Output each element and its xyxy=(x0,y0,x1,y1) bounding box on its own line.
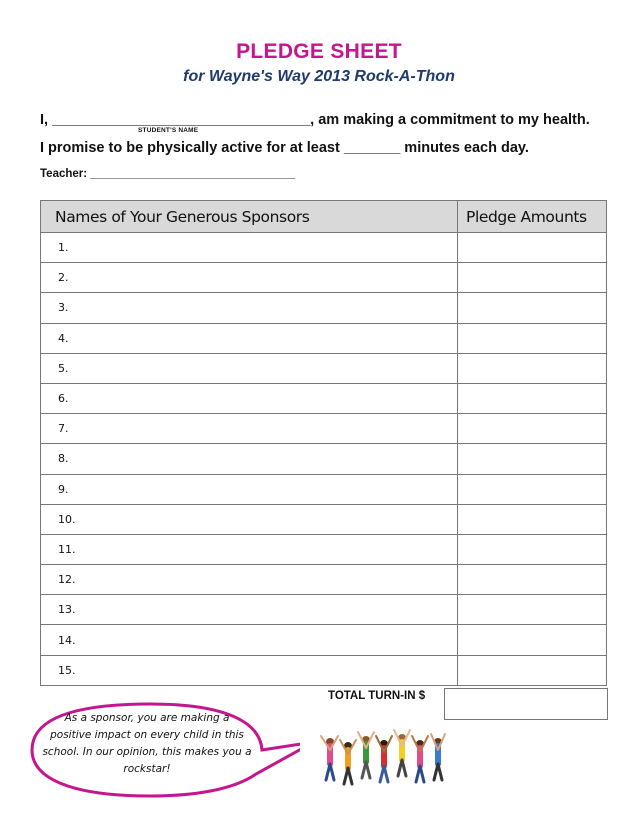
sponsor-name-cell[interactable]: 15. xyxy=(41,655,458,685)
sponsor-name-cell[interactable]: 4. xyxy=(41,323,458,353)
promise-prefix: I promise to be physically active for at least xyxy=(40,140,340,156)
pledge-amount-cell[interactable] xyxy=(458,323,607,353)
pledge-amount-cell[interactable] xyxy=(458,625,607,655)
total-turn-in-field[interactable] xyxy=(444,688,608,720)
pledge-amount-cell[interactable] xyxy=(458,444,607,474)
sponsor-names-header: Names of Your Generous Sponsors xyxy=(41,201,458,233)
kid-figure xyxy=(376,736,392,782)
pledge-amount-cell[interactable] xyxy=(458,474,607,504)
sponsor-name-cell[interactable]: 14. xyxy=(41,625,458,655)
table-row xyxy=(41,565,607,595)
kid-figure xyxy=(412,736,428,782)
sponsor-name-cell[interactable]: 1. xyxy=(41,233,458,263)
promise-line xyxy=(40,140,529,156)
jumping-kids-image xyxy=(318,724,448,790)
pledge-amount-cell[interactable] xyxy=(458,565,607,595)
table-row xyxy=(41,595,607,625)
sponsor-name-cell[interactable]: 8. xyxy=(41,444,458,474)
commitment-prefix: I, xyxy=(40,112,49,128)
table-row xyxy=(41,655,607,685)
student-name-blank[interactable]: ________________________________, xyxy=(52,112,315,128)
bubble-line: As a sponsor, you are making a xyxy=(64,712,230,724)
pledge-amount-cell[interactable] xyxy=(458,383,607,413)
bubble-line: rockstar! xyxy=(123,763,171,775)
sponsor-name-cell[interactable]: 9. xyxy=(41,474,458,504)
pledge-amount-cell[interactable] xyxy=(458,263,607,293)
sponsor-name-cell[interactable]: 6. xyxy=(41,383,458,413)
bubble-line: school. In our opinion, this makes you a xyxy=(42,746,252,758)
teacher-blank[interactable]: ________________________________ xyxy=(90,168,295,180)
teacher-label: Teacher: xyxy=(40,168,88,180)
sponsor-name-cell[interactable]: 7. xyxy=(41,414,458,444)
teacher-line xyxy=(40,168,295,180)
pledge-amounts-header: Pledge Amounts xyxy=(458,201,607,233)
pledge-amount-cell[interactable] xyxy=(458,293,607,323)
pledge-amount-cell[interactable] xyxy=(458,534,607,564)
kid-figure xyxy=(394,730,410,776)
bubble-line: positive impact on every child in this xyxy=(50,729,244,741)
table-row xyxy=(41,263,607,293)
pledge-amount-cell[interactable] xyxy=(458,233,607,263)
table-row xyxy=(41,323,607,353)
promise-suffix: minutes each day. xyxy=(404,140,529,156)
kid-figure xyxy=(431,734,445,780)
sponsor-name-cell[interactable]: 3. xyxy=(41,293,458,323)
page-subtitle: for Wayne's Way 2013 Rock-A-Thon xyxy=(183,68,455,85)
page-title: PLEDGE SHEET xyxy=(236,40,402,63)
table-row xyxy=(41,293,607,323)
table-row xyxy=(41,625,607,655)
sponsor-name-cell[interactable]: 5. xyxy=(41,353,458,383)
commitment-line xyxy=(40,112,590,128)
table-row xyxy=(41,444,607,474)
commitment-suffix: am making a commitment to my health. xyxy=(318,112,590,128)
table-row xyxy=(41,414,607,444)
student-name-caption: STUDENT'S NAME xyxy=(138,127,199,134)
sponsor-name-cell[interactable]: 13. xyxy=(41,595,458,625)
kid-figure xyxy=(358,732,374,778)
table-row xyxy=(41,504,607,534)
table-row xyxy=(41,353,607,383)
sponsor-name-cell[interactable]: 2. xyxy=(41,263,458,293)
table-header-row xyxy=(41,201,607,233)
speech-bubble-text xyxy=(34,710,260,778)
table-row xyxy=(41,383,607,413)
minutes-blank[interactable]: _______ xyxy=(343,140,401,156)
kid-figure xyxy=(340,740,356,784)
pledge-amount-cell[interactable] xyxy=(458,595,607,625)
sponsors-table xyxy=(40,200,607,686)
table-row xyxy=(41,474,607,504)
total-turn-in-label: TOTAL TURN-IN $ xyxy=(328,690,426,702)
sponsor-name-cell[interactable]: 10. xyxy=(41,504,458,534)
pledge-amount-cell[interactable] xyxy=(458,655,607,685)
kid-figure xyxy=(321,736,338,780)
sponsor-name-cell[interactable]: 12. xyxy=(41,565,458,595)
table-row xyxy=(41,534,607,564)
pledge-amount-cell[interactable] xyxy=(458,504,607,534)
pledge-amount-cell[interactable] xyxy=(458,414,607,444)
sponsor-name-cell[interactable]: 11. xyxy=(41,534,458,564)
table-row xyxy=(41,233,607,263)
pledge-amount-cell[interactable] xyxy=(458,353,607,383)
